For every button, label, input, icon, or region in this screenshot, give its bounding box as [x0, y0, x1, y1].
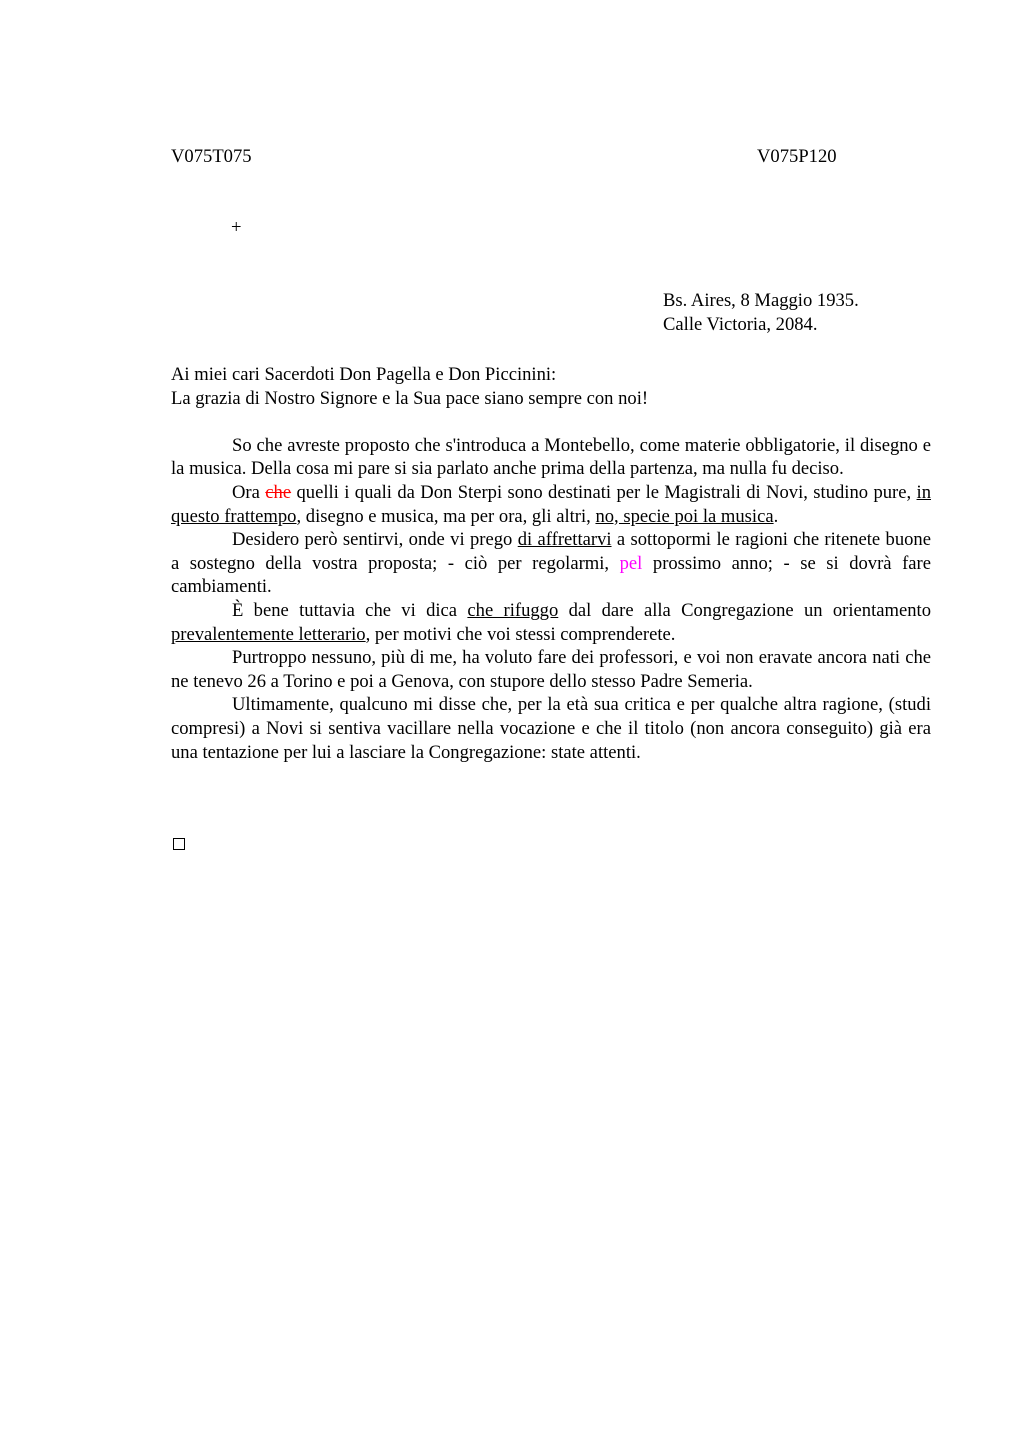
letter-body	[171, 363, 931, 764]
blessing: La grazia di Nostro Signore e la Sua pace siano sempre con noi!	[171, 387, 649, 409]
paragraph-2	[171, 481, 931, 528]
text-run: a sottopormi le ragioni che ritenete buone a sostegno della vostra proposta; - ciò per regolarmi,	[171, 529, 931, 574]
text-run: prossimo anno; - se si dovrà fare cambiamenti.	[171, 552, 931, 598]
address: Calle Victoria, 2084.	[663, 314, 818, 335]
paragraph-1: So che avreste proposto che s'introduca a Montebello, come materie obbligatorie, il disegno e la musica. Della cosa mi pare si sia parlato anche prima della partenza, ma nulla fu deciso.	[171, 434, 931, 480]
text-run: dal dare alla Congregazione un orientamento	[558, 599, 931, 621]
paragraph-gap	[171, 410, 931, 434]
paragraph-3	[171, 528, 931, 599]
underlined-phrase: prevalentemente letterario	[171, 623, 366, 645]
salutation: Ai miei cari Sacerdoti Don Pagella e Don Piccinini:	[171, 364, 557, 385]
paragraph-5: Purtroppo nessuno, più di me, ha voluto fare dei professori, e voi non eravate ancora nati che ne tenevo 26 a Torino e poi a Genova, con stupore dello stesso Padre Semeria.	[171, 647, 931, 692]
underlined-phrase: di affrettarvi	[517, 529, 612, 551]
text-run: Desidero però sentirvi, onde vi prego	[232, 529, 518, 551]
paragraph-4	[171, 599, 931, 646]
struck-word: che	[265, 481, 292, 503]
underlined-phrase: in questo frattempo	[171, 481, 931, 527]
cross-symbol: +	[231, 217, 242, 238]
end-mark-box	[173, 838, 185, 850]
text-run: .	[773, 505, 779, 527]
text-run: Ora	[232, 481, 260, 503]
underlined-phrase: no, specie poi la musica	[595, 505, 774, 527]
place-date: Bs. Aires, 8 Maggio 1935.	[663, 290, 859, 311]
paragraph-6: Ultimamente, qualcuno mi disse che, per la età sua critica e per qualche altra ragione, (studi compresi) a Novi si sentiva vacillare nella vocazione e che il titolo (non ancora conseguito) già era una tentazione per lui a lasciare la Congregazione: state attenti.	[171, 694, 931, 763]
text-run: È bene tuttavia che vi dica	[232, 599, 468, 621]
document-code-left: V075T075	[171, 146, 252, 167]
text-run: , disegno e musica, ma per ora, gli altri,	[296, 505, 596, 527]
underlined-phrase: che rifuggo	[467, 599, 559, 621]
document-code-right: V075P120	[757, 146, 837, 167]
text-run: quelli i quali da Don Sterpi sono destinati per le Magistrali di Novi, studino pure,	[291, 481, 917, 503]
text-run: , per motivi che voi stessi comprenderete.	[365, 623, 676, 645]
corrected-word: pel	[619, 552, 643, 574]
